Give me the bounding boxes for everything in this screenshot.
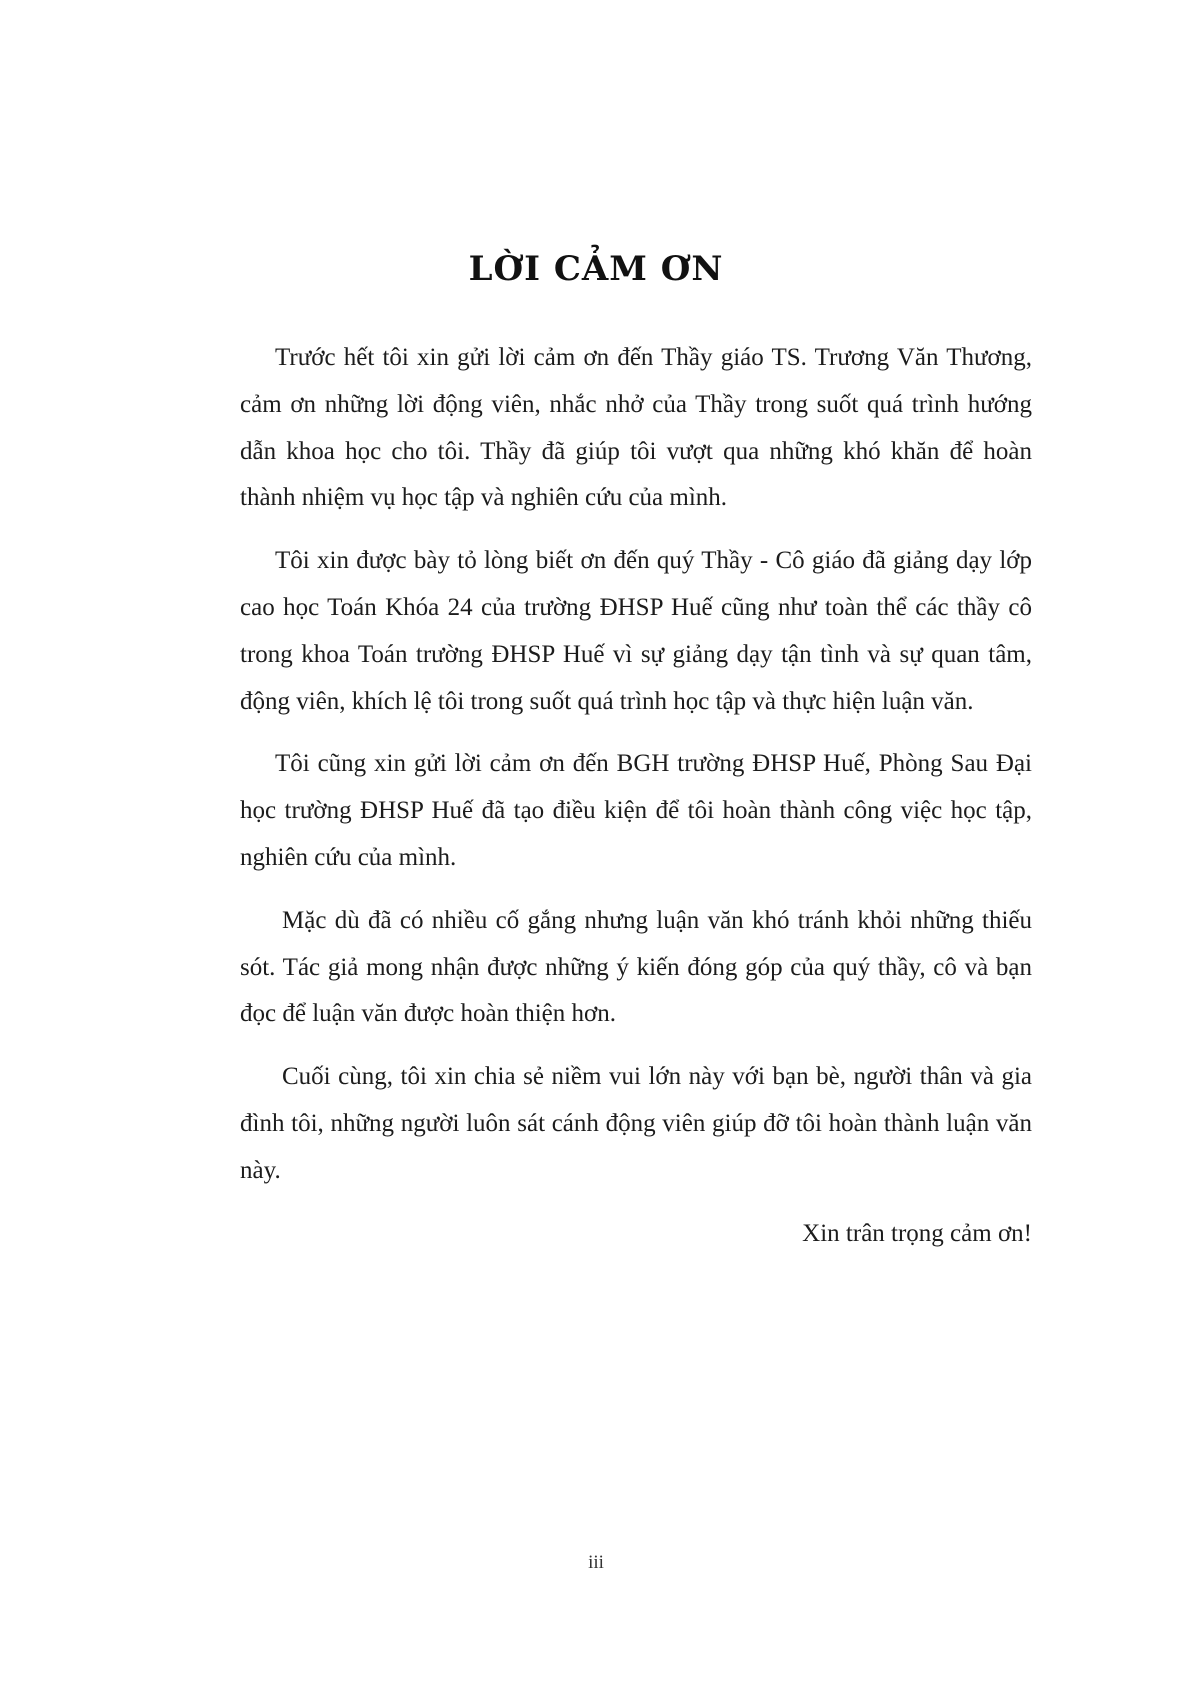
page-number: iii [588,1552,604,1573]
closing-line: Xin trân trọng cảm ơn! [802,1219,1032,1247]
paragraph-4: Mặc dù đã có nhiều cố gắng nhưng luận văn khó tránh khỏi những thiếu sót. Tác giả mong nhận được những ý kiến đóng góp của quý thầy, cô và bạn đọc để luận văn được hoàn thiện hơn. [240,906,1032,1028]
paragraph-2: Tôi xin được bày tỏ lòng biết ơn đến quý Thầy - Cô giáo đã giảng dạy lớp cao học Toán Khóa 24 của trường ĐHSP Huế cũng như toàn thể các thầy cô trong khoa Toán trường ĐHSP Huế vì sự giảng dạy tận tình và sự quan tâm, động viên, khích lệ tôi trong suốt quá trình học tập và thực hiện luận văn. [240,547,1032,715]
paragraph-1: Trước hết tôi xin gửi lời cảm ơn đến Thầy giáo TS. Trương Văn Thương, cảm ơn những lời động viên, nhắc nhở của Thầy trong suốt quá trình hướng dẫn khoa học cho tôi. Thầy đã giúp tôi vượt qua những khó khăn để hoàn thành nhiệm vụ học tập và nghiên cứu của mình. [240,344,1032,512]
page-title: LỜI CẢM ƠN [468,249,724,289]
paragraph-3: Tôi cũng xin gửi lời cảm ơn đến BGH trường ĐHSP Huế, Phòng Sau Đại học trường ĐHSP Huế đã tạo điều kiện để tôi hoàn thành công việc học tập, nghiên cứu của mình. [240,750,1032,871]
acknowledgement-body [240,335,1032,1257]
paragraph-5: Cuối cùng, tôi xin chia sẻ niềm vui lớn này với bạn bè, người thân và gia đình tôi, những người luôn sát cánh động viên giúp đỡ tôi hoàn thành luận văn này. [240,1063,1032,1184]
